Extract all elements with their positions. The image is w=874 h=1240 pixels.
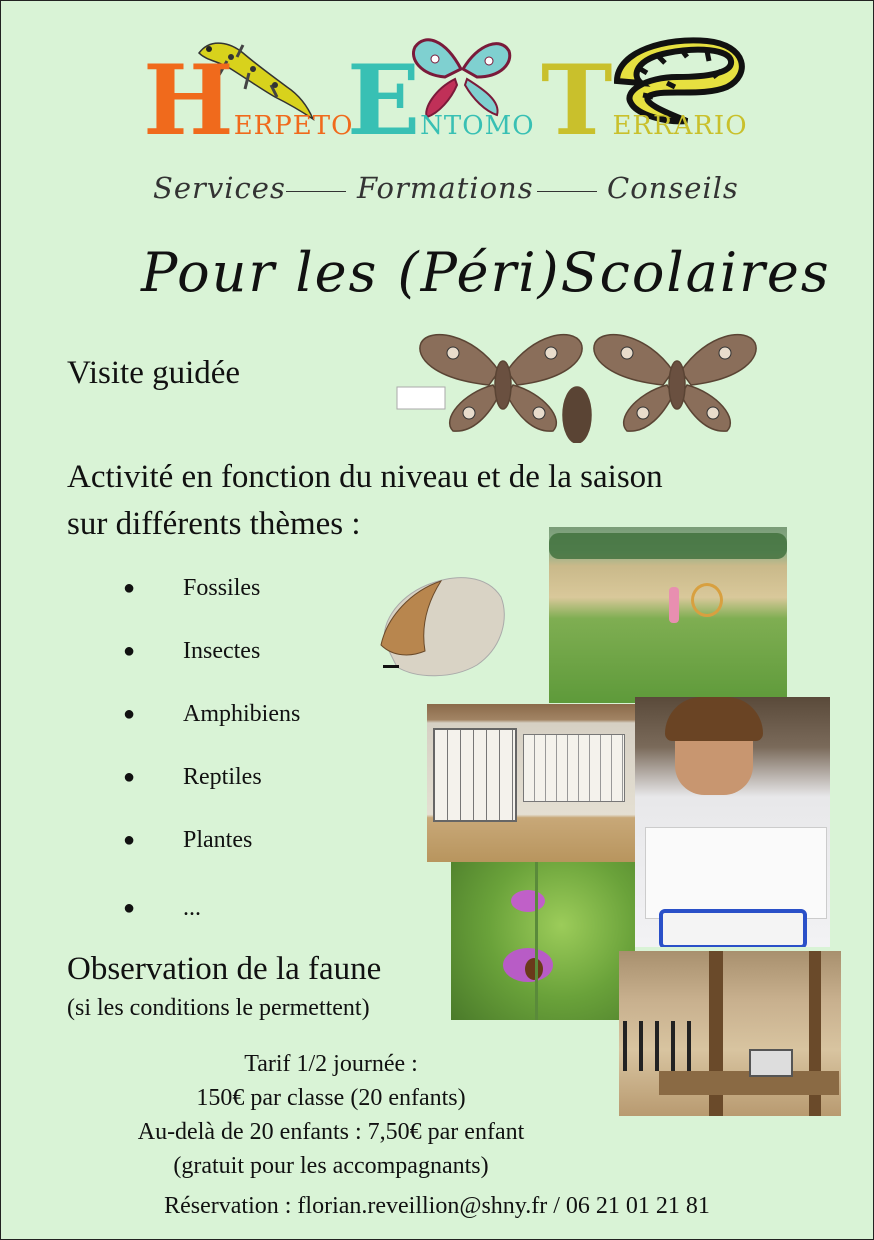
- theme-label: Amphibiens: [183, 701, 301, 727]
- bullet-icon: ●: [123, 640, 136, 662]
- activite-line-2: sur différents thèmes :: [67, 506, 361, 542]
- theme-label: Reptiles: [183, 764, 262, 790]
- services-label: Services: [153, 171, 286, 205]
- display-cases: [523, 734, 625, 802]
- painting-child-photo: [635, 697, 830, 947]
- orchid-stem: [535, 862, 538, 1020]
- paper: [645, 827, 827, 919]
- bullet-icon: ●: [123, 577, 136, 599]
- separator-line: [286, 191, 346, 192]
- tarif-line-3: Au-delà de 20 enfants : 7,50€ par enfant: [137, 1119, 525, 1145]
- tarif-line-1: Tarif 1/2 journée :: [244, 1051, 418, 1077]
- tree-line: [549, 533, 787, 559]
- theme-label: Plantes: [183, 827, 253, 853]
- laptop-icon: [749, 1049, 793, 1077]
- separator-line: [537, 191, 597, 192]
- logo-terrario-rest: ERRARIO: [612, 111, 748, 141]
- theme-label: Insectes: [183, 638, 261, 664]
- child-hair: [665, 697, 763, 741]
- fossil-photo: [367, 567, 511, 681]
- logo-terrario: [541, 44, 748, 157]
- logo-herpeto-initial: H: [143, 44, 234, 157]
- orchid-flower: [511, 890, 545, 912]
- activite-line-1: Activité en fonction du niveau et de la saison: [67, 459, 663, 495]
- paint-palette: [659, 909, 807, 947]
- orchid-lip: [525, 958, 543, 980]
- bullet-icon: ●: [123, 703, 136, 725]
- logo-entomo-initial: E: [347, 44, 421, 157]
- visite-heading: Visite guidée: [67, 355, 241, 391]
- logo-entomo: [347, 44, 535, 157]
- display-cases: [433, 728, 517, 822]
- observation-heading: Observation de la faune: [67, 951, 382, 987]
- child-figure: [669, 587, 679, 623]
- bullet-icon: ●: [123, 829, 136, 851]
- formations-label: Formations: [357, 171, 534, 205]
- field-photo: [549, 527, 787, 703]
- net-icon: [691, 583, 723, 617]
- reservation-line: Réservation : florian.reveillion@shny.fr / 06 21 01 21 81: [164, 1193, 710, 1219]
- orchid-photo: [451, 862, 635, 1020]
- logo-terrario-initial: T: [541, 44, 613, 157]
- tarif-line-4: (gratuit pour les accompagnants): [173, 1153, 489, 1179]
- moths-photo: [393, 323, 763, 443]
- theme-label: ...: [183, 895, 201, 921]
- bullet-icon: ●: [123, 766, 136, 788]
- logo-herpeto: [143, 44, 354, 157]
- logo-entomo-rest: NTOMO: [420, 111, 535, 141]
- collection-room-photo: [427, 704, 635, 862]
- page-title: Pour les (Péri)Scolaires: [141, 241, 831, 304]
- observation-note: (si les conditions le permettent): [67, 995, 370, 1021]
- conseils-label: Conseils: [607, 171, 739, 205]
- tarif-line-2: 150€ par classe (20 enfants): [196, 1085, 466, 1111]
- theme-label: Fossiles: [183, 575, 261, 601]
- logo-herpeto-rest: ERPETO: [233, 111, 354, 141]
- bullet-icon: ●: [123, 897, 136, 919]
